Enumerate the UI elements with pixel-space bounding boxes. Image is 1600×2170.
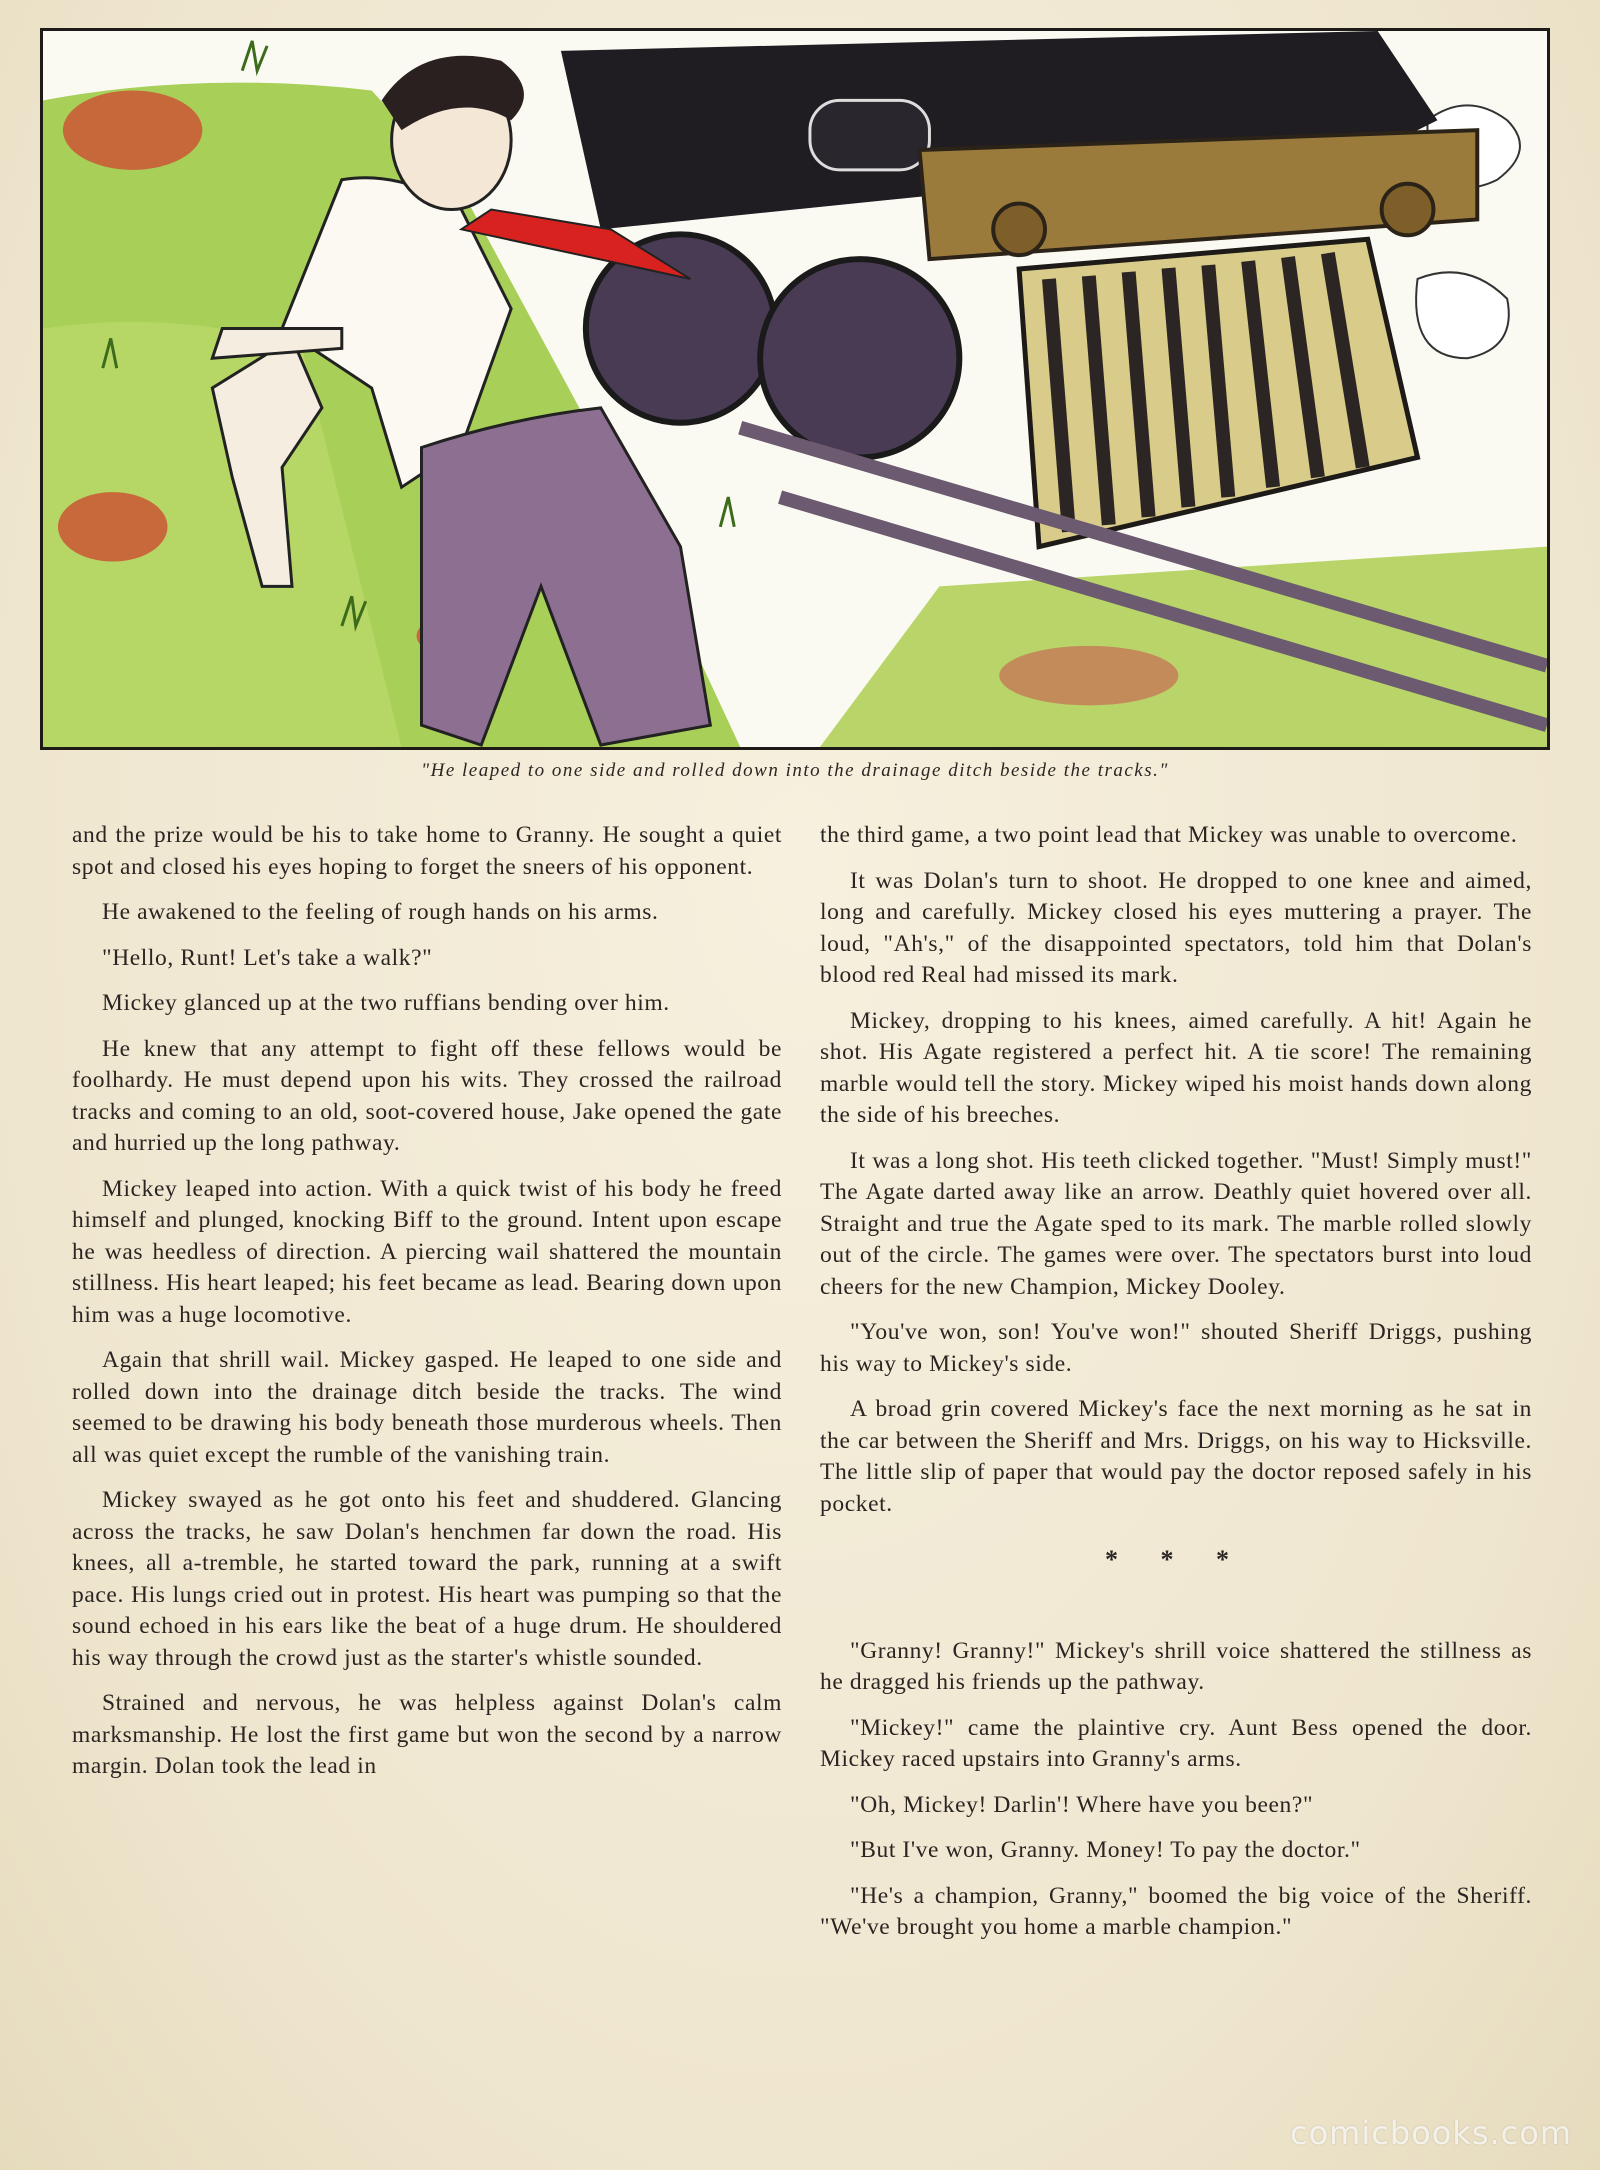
paragraph: Mickey, dropping to his knees, aimed carefully. A hit! Again he shot. His Agate registered a perfect hit. A tie score! The remaining marble would tell the story. Mickey wiped his moist hands down along the side of his breeches. [820,1007,1532,1128]
paragraph: "Hello, Runt! Let's take a walk?" [102,944,433,971]
right-column [820,820,1532,1958]
paragraph: He awakened to the feeling of rough hands on his arms. [102,899,659,925]
watermark: comicbooks.com [1289,2114,1572,2152]
paragraph: Mickey glanced up at the two ruffians bending over him. [102,990,670,1016]
paragraph: A broad grin covered Mickey's face the next morning as he sat in the car between the Sheriff and Mrs. Driggs, on his way to Hicksville. The little slip of paper that would pay the doctor reposed safely in his pocket. [820,1396,1532,1517]
illustration-caption: "He leaped to one side and rolled down into the drainage ditch beside the tracks." [421,760,1169,781]
paragraph: and the prize would be his to take home to Granny. He sought a quiet spot and closed his eyes hoping to forget the sneers of his opponent. [72,822,782,880]
paragraph: "Mickey!" came the plaintive cry. Aunt Bess opened the door. Mickey raced upstairs into Granny's arms. [820,1714,1532,1772]
paragraph: He knew that any attempt to fight off these fellows would be foolhardy. He must depend upon his wits. They crossed the railroad tracks and coming to an old, soot-covered house, Jake opened the gate and hurried up the long pathway. [72,1035,782,1156]
paragraph: Mickey swayed as he got onto his feet and shuddered. Glancing across the tracks, he saw Dolan's henchmen far down the road. His knees, all a-tremble, he started toward the park, running at a swift pace. His lungs cried out in protest. His heart was pumping so that the sound echoed in his ears like the beat of a huge drum. He shouldered his way through the crowd just as the starter's whistle sounded. [72,1487,782,1671]
paragraph: It was Dolan's turn to shoot. He dropped to one knee and aimed, long and carefully. Mickey closed his eyes muttering a prayer. The loud, "Ah's," of the disappointed spectators, told him that Dolan's blood red Real had missed its mark. [820,867,1532,988]
illustration [43,31,1547,747]
paragraph: "But I've won, Granny. Money! To pay the doctor." [850,1837,1361,1863]
section-separator: * * * [1105,1545,1247,1574]
paragraph: Again that shrill wail. Mickey gasped. He leaped to one side and rolled down into the drainage ditch beside the tracks. The wind seemed to be drawing his body beneath those murderous wheels. Then all was quiet except the rumble of the vanishing train. [72,1347,782,1468]
paragraph: the third game, a two point lead that Mickey was unable to overcome. [820,822,1518,848]
left-column [72,820,782,1797]
paragraph: Mickey leaped into action. With a quick twist of his body he freed himself and plunged, knocking Biff to the ground. Intent upon escape he was heedless of direction. A piercing wail shattered the mountain stillness. His heart leaped; his feet became as lead. Bearing down upon him was a huge locomotive. [72,1175,782,1328]
paragraph: "Oh, Mickey! Darlin'! Where have you been?" [850,1791,1314,1818]
paragraph: "He's a champion, Granny," boomed the big voice of the Sheriff. "We've brought you home a marble champion." [820,1882,1532,1940]
illustration-panel [40,28,1550,750]
paragraph: Strained and nervous, he was helpless against Dolan's calm marksmanship. He lost the first game but won the second by a narrow margin. Dolan took the lead in [72,1690,782,1779]
paragraph: "You've won, son! You've won!" shouted Sheriff Driggs, pushing his way to Mickey's side. [820,1319,1532,1377]
paragraph: It was a long shot. His teeth clicked together. "Must! Simply must!" The Agate darted away like an arrow. Deathly quiet hovered over all. Straight and true the Agate sped to its mark. The marble rolled slowly out of the circle. The games were over. The spectators burst into loud cheers for the new Champion, Mickey Dooley. [820,1147,1532,1300]
paragraph: "Granny! Granny!" Mickey's shrill voice shattered the stillness as he dragged his friends up the pathway. [820,1637,1532,1695]
